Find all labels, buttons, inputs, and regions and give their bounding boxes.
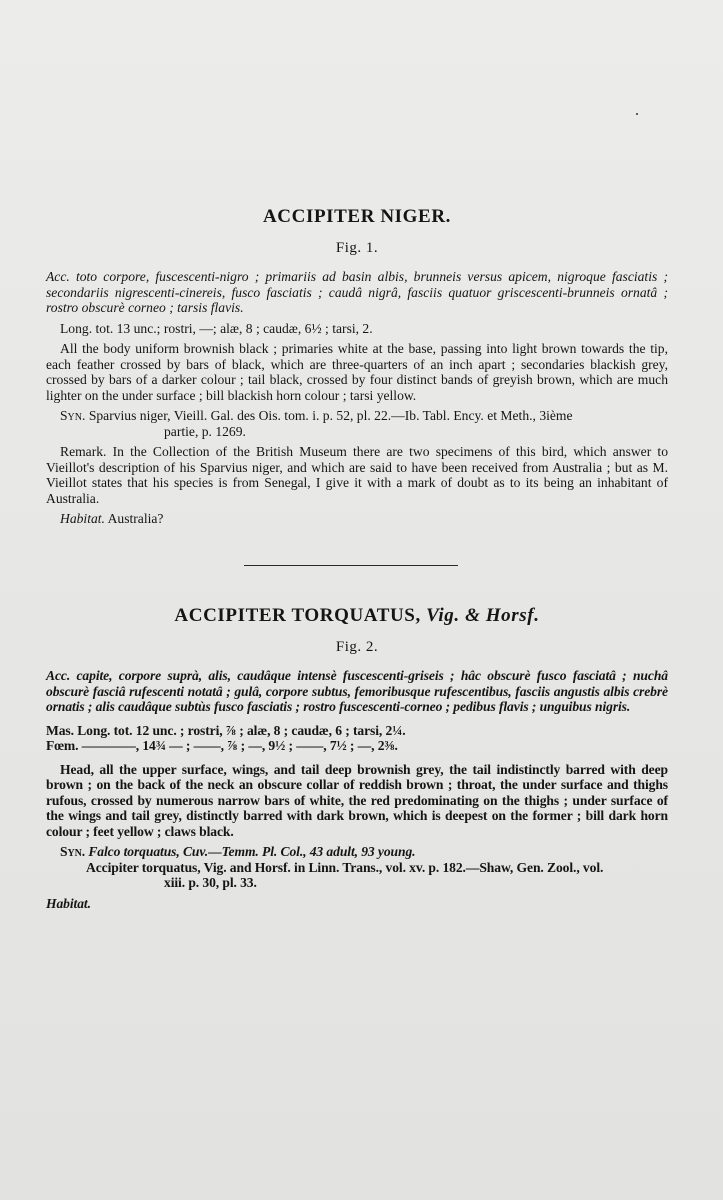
title-authority: Vig. & Horsf. [426,605,540,626]
habitat-label: Habitat. [46,895,91,911]
section-accipiter-torquatus [46,605,668,911]
page-speck [636,113,638,115]
section-title: ACCIPITER NIGER. [262,206,451,227]
english-description: Head, all the upper surface, wings, and tail deep brownish grey, the tail indistinctly barred with deep brown ; on the back of the neck an obscure collar of reddish brown ; throat, the under surface and thighs rufous, crossed by numerous narrow bars of white, the red predominating on the thighs ; under surface of the wings and tail grey, distinctly barred with dark brown, which is deepest on the former ; bill dark horn colour ; feet yellow ; claws black. [46,761,668,839]
figure-label: Fig. 2. [335,639,379,655]
latin-description: Acc. toto corpore, fuscescenti-nigro ; primariis ad basin albis, brunneis versus apicem, nigroque fasciatis ; secondariis nigrescenti-cinereis, fusco fasciatis ; caudâ nigrâ, fasciis quatuor griscescenti-brunneis ornatâ ; rostro obscurè corneo ; tarsis flavis. [46,269,668,315]
measurements-male: Mas. Long. tot. 12 unc. ; rostri, ⅞ ; alæ, 8 ; caudæ, 6 ; tarsi, 2¼. [46,722,406,738]
measurements: Long. tot. 13 unc.; rostri, —; alæ, 8 ; caudæ, 6½ ; tarsi, 2. [60,320,373,336]
synonymy-continued: partie, p. 1269. [164,423,246,439]
measurements-female: Fœm. ————, 14¾ — ; ——, ⅞ ; —, 9½ ; ——, 7½ ; —, 2⅜. [46,738,398,753]
syn-text: Sparvius niger, Vieill. Gal. des Ois. tom. i. p. 52, pl. 22.—Ib. Tabl. Ency. et Meth., 3ième [88,408,573,423]
syn-text: Falco torquatus, Cuv.—Temm. Pl. Col., 43 adult, 93 young. [88,844,416,859]
section-divider [244,565,458,566]
syn-label: Syn. [60,844,86,859]
figure-label: Fig. 1. [335,240,379,256]
habitat-label: Habitat. [60,511,105,526]
synonymy-line3: xiii. p. 30, pl. 33. [164,875,257,890]
latin-description: Acc. capite, corpore suprà, alis, caudâque intensè fuscescenti-griseis ; hâc obscurè fusco fasciatâ ; nuchâ obscurè fasciâ rufescenti notatâ ; gulâ, corpore subtus, femoribusque rufescentibus, fasciis angustis albis crebrè ornatis ; alis caudâque subtùs fusco fasciatis ; rostro fuscescenti-corneo ; pedibus flavis ; unguibus nigris. [46,668,668,714]
section-accipiter-niger [46,206,668,527]
habitat-value: Australia? [107,511,164,526]
habitat [46,896,668,912]
synonymy [46,844,668,860]
syn-label: Syn. [60,408,86,423]
habitat [46,511,668,527]
synonymy-line2: Accipiter torquatus, Vig. and Horsf. in Linn. Trans., vol. xv. p. 182.—Shaw, Gen. Zool., vol. [86,859,604,875]
section-title [46,605,668,627]
english-description: All the body uniform brownish black ; primaries white at the base, passing into light brown towards the tip, each feather crossed by bars of black, which are three-quarters of an inch apart ; secondaries blackish grey, crossed by bars of a darker colour ; tail black, crossed by four distinct bands of greyish brown, which are much lighter on the under surface ; bill blackish horn colour ; tarsi yellow. [46,341,668,403]
synonymy [46,408,668,424]
remark: Remark. In the Collection of the British Museum there are two specimens of this bird, which answer to Vieillot's description of his Sparvius niger, and which are said to have been received from Australia ; but as M. Vieillot states that his species is from Senegal, I give it with a mark of doubt as to its being an inhabitant of Australia. [46,444,668,506]
title-species: ACCIPITER TORQUATUS, [174,605,421,626]
